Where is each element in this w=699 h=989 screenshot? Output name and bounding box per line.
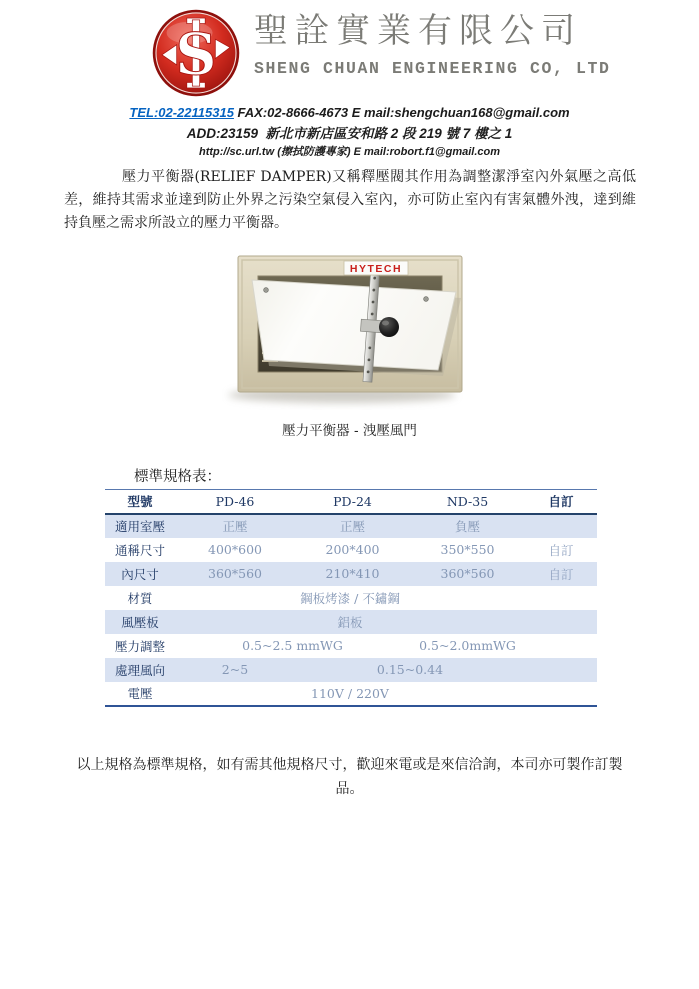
cell-value — [525, 514, 597, 538]
cell-value: 0.5~2.0mmWG — [419, 638, 516, 653]
intro-paragraph: 壓力平衡器(RELIEF DAMPER)又稱釋壓閥其作用為調整潔淨室內外氣壓之高低差，維持其需求並達到防止外界之污染空氣侵入室內，亦可防止室內有害氣體外洩，達到維持負壓之需求所設立的壓力平衡器。 — [64, 169, 636, 231]
company-name-zh: 聖詮實業有限公司 — [254, 11, 582, 51]
figure-caption: 壓力平衡器 - 洩壓風門 — [282, 423, 417, 439]
table-row-airflow — [105, 658, 597, 682]
cell-value: 400*600 — [208, 542, 262, 557]
cell-value: 鋼板烤漆 / 不鏽鋼 — [300, 590, 400, 606]
spec-table — [105, 489, 597, 707]
company-name-en: SHENG CHUAN ENGINEERING CO, LTD — [254, 58, 611, 78]
cell-value: 正壓 — [222, 519, 248, 534]
cell-value: 負壓 — [454, 519, 480, 534]
cell-value: 自訂 — [548, 566, 574, 582]
closing-paragraph: 以上規格為標準規格，如有需其他規格尺寸，歡迎來電或是來信洽詢，本司亦可製作訂製品。 — [76, 756, 623, 797]
cell-value: 110V / 220V — [311, 685, 389, 701]
row-label: 處理風向 — [114, 662, 165, 678]
header-pd24: PD-24 — [333, 493, 372, 509]
logo-monogram-letter: S — [175, 21, 217, 89]
damper-flap — [252, 280, 456, 370]
address-line: ADD:23159 新北市新店區安和路 2 段 219 號 7 樓之 1 — [186, 126, 513, 141]
header-pd46: PD-46 — [215, 493, 255, 509]
company-titles — [254, 7, 611, 78]
knob-icon — [379, 317, 399, 337]
row-label: 風壓板 — [121, 614, 159, 630]
table-row-room-pressure — [105, 514, 597, 538]
header-custom: 自訂 — [548, 494, 574, 510]
brand-label-text: HYTECH — [349, 263, 402, 275]
header-nd35: ND-35 — [446, 493, 489, 509]
table-row-inner-size — [105, 562, 597, 586]
cell-value: 正壓 — [339, 519, 365, 534]
contact-line-tel-fax — [0, 105, 699, 120]
cell-empty — [525, 634, 597, 658]
cell-empty — [525, 682, 597, 706]
cell-value: 0.15~0.44 — [376, 662, 444, 677]
cell-value: 2~5 — [221, 662, 249, 677]
cell-value: 360*560 — [208, 566, 262, 581]
table-header-row — [105, 490, 597, 514]
fax-email-text: FAX:02-8666-4673 E mail:shengchuan168@gmail.com — [233, 105, 570, 120]
cell-value: 0.5~2.5 mmWG — [242, 638, 343, 653]
table-row-voltage — [105, 682, 597, 706]
cell-empty — [525, 658, 597, 682]
row-label: 材質 — [127, 590, 153, 606]
website-line: http://sc.url.tw (擦拭防護專家) E mail:robort.f1@gmail.com — [198, 146, 501, 158]
tel-link[interactable]: TEL:02-22115315 — [129, 105, 234, 120]
cell-empty — [525, 586, 597, 610]
logo-svg — [146, 7, 246, 99]
cell-value: 自訂 — [548, 542, 574, 558]
table-row-pressure-adjust — [105, 634, 597, 658]
table-row-pressure-plate — [105, 610, 597, 634]
cell-value: 210*410 — [325, 566, 380, 581]
cell-value: 350*550 — [440, 542, 495, 557]
screw-icon — [263, 288, 268, 293]
brand-label — [344, 261, 408, 275]
cell-value: 360*560 — [440, 566, 495, 581]
company-logo-icon — [146, 7, 246, 99]
product-image — [222, 244, 478, 414]
contact-block — [0, 105, 699, 159]
screw-icon — [423, 297, 428, 302]
spec-table-title: 標準規格表： — [134, 469, 221, 485]
row-label: 內尺寸 — [121, 566, 159, 582]
row-label: 電壓 — [127, 686, 153, 701]
cell-empty — [525, 610, 597, 634]
table-row-material — [105, 586, 597, 610]
row-label: 適用室壓 — [114, 519, 165, 534]
cell-value: 鋁板 — [337, 614, 363, 630]
row-label: 壓力調整 — [114, 638, 165, 654]
page-header — [146, 7, 699, 99]
row-label: 通稱尺寸 — [114, 542, 165, 558]
header-model: 型號 — [127, 494, 153, 510]
table-row-nominal-size — [105, 538, 597, 562]
cell-value: 200*400 — [325, 542, 380, 557]
relief-damper-illustration — [222, 244, 478, 410]
